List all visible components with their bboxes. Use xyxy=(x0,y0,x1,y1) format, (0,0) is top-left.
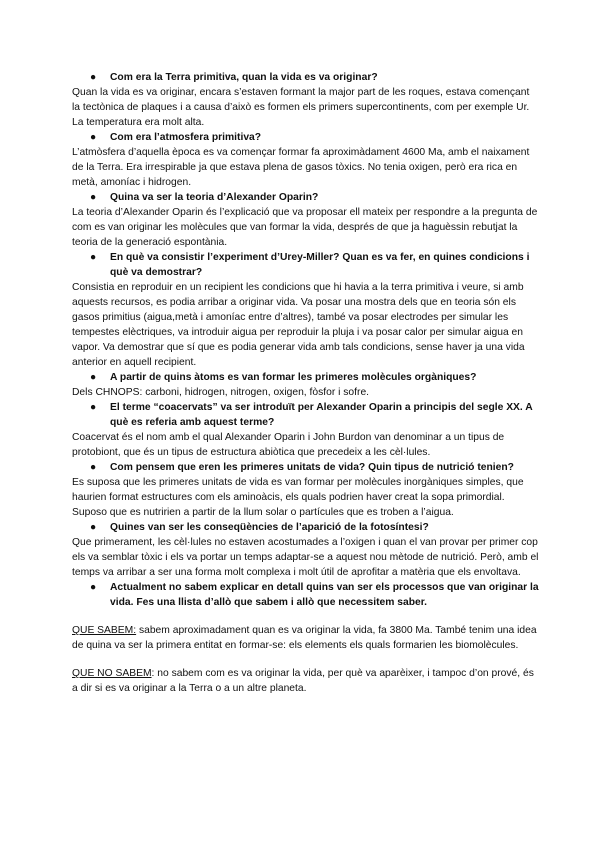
question-heading xyxy=(72,250,540,280)
bullet-icon: ● xyxy=(90,582,97,593)
bullet-icon: ● xyxy=(90,462,97,473)
answer-paragraph: L’atmòsfera d’aquella època es va començar formar fa aproximàdament 4600 Ma, amb el naixament de la Terra. Era irrespirable ja que estava plena de gasos tòxics. No tenia oxigen, però era rica en metà, amoníac i hidrogen. xyxy=(72,147,530,188)
answer-paragraph: La teoria d’Alexander Oparin és l’explicació que va proposar ell mateix per respondre a la pregunta de com es van originar les molècules que van formar la vida, després de que ja haguèssin rebutjat la teoria de la generació espontània. xyxy=(72,207,538,248)
bullet-icon: ● xyxy=(90,192,97,203)
question-heading xyxy=(72,370,540,385)
answer-paragraph: Dels CHNOPS: carboni, hidrogen, nitrogen, oxigen, fòsfor i sofre. xyxy=(72,387,370,398)
question-heading xyxy=(72,190,540,205)
bullet-icon: ● xyxy=(90,402,97,413)
answer-paragraph: Consistia en reproduir en un recipient les condicions que hi havia a la terra primitiva i veure, si amb aquests recursos, es podia arribar a originar vida. Va posar una mostra dels que en teoria són els gasos primitius (aigua,metà i amoníac entre d’altres), també va posar electrodes per simular les tempestes elèctriques, va introduir aigua per reproduir la pluja i va posar calor per simular aigua en vapor. Va demostrar que sí que es podia generar vida amb tals condicions, sense haver ja una vida anterior en aquell recipient. xyxy=(72,282,525,368)
que-sabem-paragraph xyxy=(72,623,540,653)
spacer xyxy=(72,653,540,666)
answer-paragraph: Es suposa que les primeres unitats de vida es van formar per molècules inorgàniques simples, que haurien format estructures com els aminoàcis, els quals podrien haver creat la sopa primordial. Suposo que es nutririen a partir de la llum solar o partícules que es troben a l’aigua. xyxy=(72,477,524,518)
question-heading xyxy=(72,580,540,610)
question-text: Com pensem que eren les primeres unitats de vida? Quin tipus de nutrició tenien? xyxy=(110,462,514,473)
bullet-icon: ● xyxy=(90,372,97,383)
bullet-icon: ● xyxy=(90,252,97,263)
question-text: Quina va ser la teoria d’Alexander Oparin? xyxy=(110,192,319,203)
question-text: Quines van ser les conseqüències de l’aparició de la fotosíntesi? xyxy=(110,522,429,533)
question-text: Actualment no sabem explicar en detall quins van ser els processos que van originar la vida. Fes una llista d’allò que sabem i allò que necessitem saber. xyxy=(110,582,539,608)
que-sabem-text: sabem aproximadament quan es va originar la vida, fa 3800 Ma. També tenim una idea de quina va ser la primera entitat en formar-se: els elements els quals formarien les biomolècules. xyxy=(72,625,537,651)
question-text: Com era l’atmosfera primitiva? xyxy=(110,132,262,143)
question-heading xyxy=(72,460,540,475)
que-no-sabem-label: QUE NO SABEM xyxy=(72,668,152,679)
question-heading xyxy=(72,520,540,535)
que-no-sabem-paragraph xyxy=(72,666,540,696)
question-heading xyxy=(72,400,540,430)
bullet-icon: ● xyxy=(90,72,97,83)
spacer xyxy=(72,610,540,623)
question-text: Com era la Terra primitiva, quan la vida es va originar? xyxy=(110,72,378,83)
que-no-sabem-text: : no sabem com es va originar la vida, per què va aparèixer, i tampoc d’on prové, és a dir si es va originar a la Terra o a un altre planeta. xyxy=(72,668,534,694)
answer-paragraph: Coacervat és el nom amb el qual Alexander Oparin i John Burdon van denominar a un tipus de protobiont, que és un tipus de estructura abiòtica que precedeix a les cèl·lules. xyxy=(72,432,505,458)
question-text: A partir de quins àtoms es van formar les primeres molècules orgàniques? xyxy=(110,372,477,383)
question-text: En què va consistir l’experiment d’Urey-Miller? Quan es va fer, en quines condicions i què va demostrar? xyxy=(110,252,530,278)
answer-paragraph: Que primerament, les cèl·lules no estaven acostumades a l’oxigen i quan el van provar per primer cop els va semblar tòxic i els va portar un temps adaptar-se a aquest nou mètode de nutrició. Però, amb el temps va arribar a ser una forma molt complexa i molt útil de aprofitar a matèria que els envoltava. xyxy=(72,537,539,578)
answer-paragraph: Quan la vida es va originar, encara s’estaven formant la major part de les roques, estava començant la tectònica de plaques i a causa d’això es formen els primers supercontinents, com per exemple Ur. La temperatura era molt alta. xyxy=(72,87,530,128)
que-sabem-label: QUE SABEM: xyxy=(72,625,137,636)
bullet-icon: ● xyxy=(90,522,97,533)
question-heading xyxy=(72,70,540,85)
question-heading xyxy=(72,130,540,145)
bullet-icon: ● xyxy=(90,132,97,143)
question-text: El terme “coacervats” va ser introduït per Alexander Oparin a principis del segle XX. A què es referia amb aquest terme? xyxy=(110,402,533,428)
